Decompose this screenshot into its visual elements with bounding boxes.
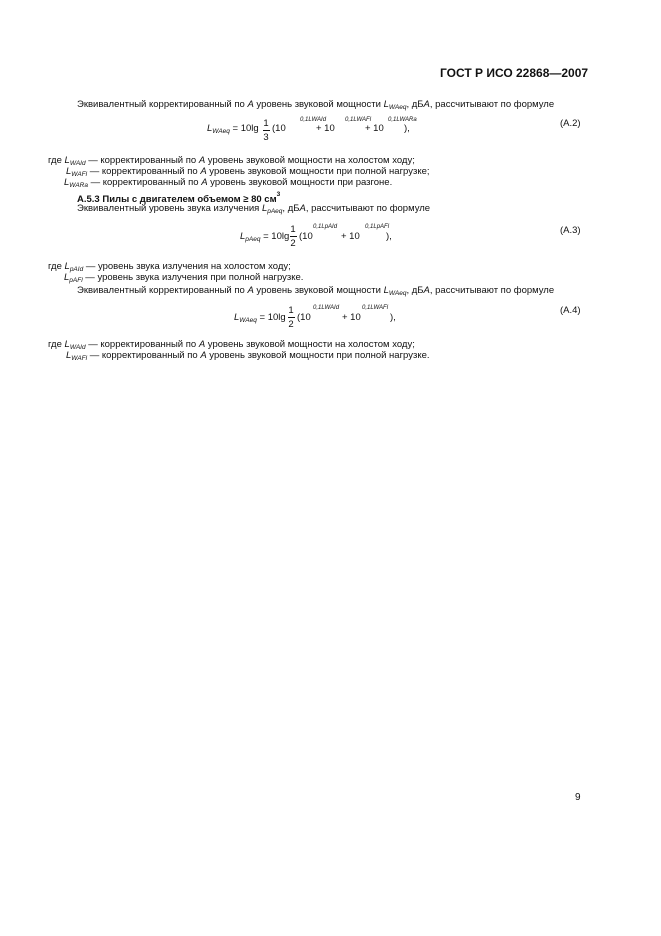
formula-number: (A.3) — [560, 225, 581, 236]
formula-end: ), — [386, 231, 392, 242]
page-number: 9 — [575, 792, 581, 803]
formula-term-2: + 10 — [316, 123, 335, 134]
formula-term-2: + 10 — [342, 312, 361, 323]
formula-number: (A.2) — [560, 118, 581, 129]
formula-term-2: + 10 — [341, 231, 360, 242]
fraction-bar — [290, 236, 297, 237]
where-line-3: $L_{WARa}$ — корректированный по А уровень звуковой мощности при разгоне. — [64, 177, 393, 189]
exponent-2: 0,1LpAFl — [365, 224, 390, 230]
fraction-denominator: 2 — [288, 319, 294, 330]
fraction-denominator: 3 — [263, 132, 269, 143]
exponent-2: 0,1LWAFl — [345, 117, 372, 123]
fraction-denominator: 2 — [290, 238, 296, 249]
formula-term-1: (10 — [299, 231, 313, 242]
fraction-numerator: 1 — [288, 305, 294, 316]
fraction-bar — [263, 130, 270, 131]
paragraph-intro-a3: Эквивалентный уровень звука излучения $L_{pAeq}$, дБА, рассчитывают по формуле — [77, 203, 431, 215]
where-line-1: где $L_{WAId}$ — корректированный по А уровень звуковой мощности на холостом ходу; — [48, 339, 415, 351]
exponent-1: 0,1LWAId — [313, 305, 340, 311]
exponent-1: 0,1LpAId — [313, 224, 338, 230]
formula-lhs: $L_{WAeq} = 10\lg$ — [234, 312, 286, 324]
where-line-2: $L_{pAFl}$ — уровень звука излучения при полной нагрузке. — [64, 272, 304, 284]
exponent-1: 0,1LWAId — [300, 117, 327, 123]
section-heading: А.5.3 Пилы с двигателем объемом ≥ 80 $см^3$ — [77, 191, 281, 205]
paragraph-intro-a4: Эквивалентный корректированный по А уровень звуковой мощности $L_{WAeq}$, дБА, рассчитывают по формуле — [77, 285, 555, 297]
formula-lhs: $L_{WAeq} = 10\lg$ — [207, 123, 259, 135]
formula-term-3: + 10 — [365, 123, 384, 134]
where-line-2: $L_{WAFl}$ — корректированный по А уровень звуковой мощности при полной нагрузке; — [66, 166, 430, 178]
fraction-bar — [288, 317, 295, 318]
formula-term-1: (10 — [272, 123, 286, 134]
fraction-numerator: 1 — [263, 118, 269, 129]
exponent-2: 0,1LWAFl — [362, 305, 389, 311]
paragraph-intro-a2: Эквивалентный корректированный по А уровень звуковой мощности $L_{WAeq}$, дБА, рассчитывают по формуле — [77, 99, 555, 111]
where-line-1: где $L_{WAId}$ — корректированный по А уровень звуковой мощности на холостом ходу; — [48, 155, 415, 167]
formula-term-1: (10 — [297, 312, 311, 323]
formula-lhs: $L_{pAeq} = 10\lg$ — [240, 231, 290, 243]
exponent-3: 0,1LWARa — [388, 117, 417, 123]
where-line-2: $L_{WAFl}$ — корректированный по А уровень звуковой мощности при полной нагрузке. — [66, 350, 430, 362]
formula-number: (A.4) — [560, 305, 581, 316]
fraction-numerator: 1 — [290, 224, 296, 235]
formula-end: ), — [390, 312, 396, 323]
formula-end: ), — [404, 123, 410, 134]
document-header: ГОСТ Р ИСО 22868—2007 — [440, 66, 589, 80]
where-line-1: где $L_{pAId}$ — уровень звука излучения на холостом ходу; — [48, 261, 291, 273]
